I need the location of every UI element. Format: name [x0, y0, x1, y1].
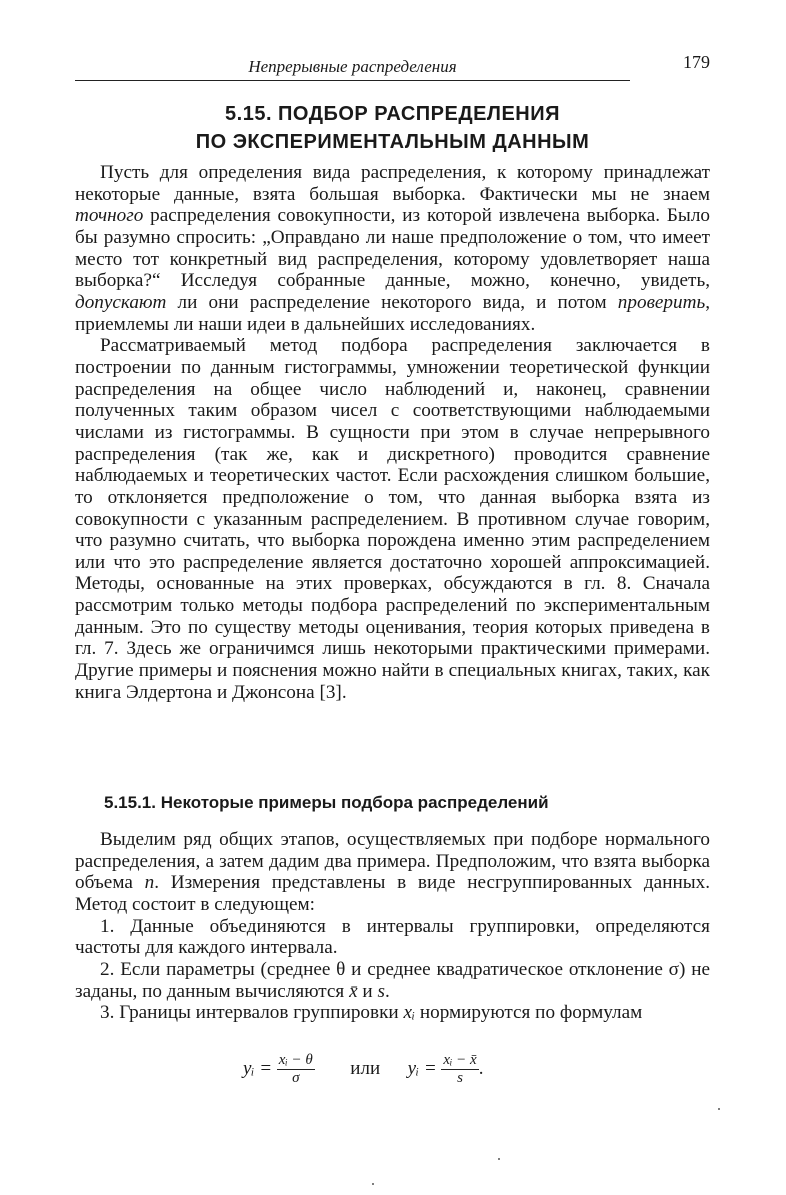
emphasis-dopuskayut: допускают — [75, 291, 167, 313]
paragraph-1-text-c: ли они распределение некоторого вида, и потом — [166, 291, 618, 313]
paragraph-2: Рассматриваемый метод подбора распределения заключается в построении по данным гистограммы, умножении теоретической функции распределения на общее число наблюдений и, наконец, сравнении полученных таким образом чисел с соответствующими наблюдаемыми числами из гистограммы. В сущности при этом в случае непрерывного распределения (так же, как и дискретного) проводится сравнение наблюдаемых и теоретических частот. Если расхождения слишком большие, то отклоняется предположение о том, что данная выборка взята из совокупности с указанным распределением. В противном случае говорим, что разумно считать, что выборка порождена именно этим распределением или что это распределение является достаточно хорошей аппроксимацией. Методы, основанные на этих проверках, обсуждаются в гл. 8. Сначала рассмотрим только методы подбора распределений по экспериментальным данным. Это по существу методы оценивания, теория которых приведена в гл. 7. Здесь же ограничимся лишь некоторыми практическими примерами. Другие примеры и пояснения можно найти в специальных книгах, таких, как книга Элдертона и Джонсона [3]. — [75, 335, 710, 703]
list-item-3-text-a: 3. Границы интервалов группировки — [100, 1002, 404, 1024]
paragraph-1-text-b: распределения совокупности, из которой извлечена выборка. Было бы разумно спросить: „Оправдано ли наше предположение о том, что имеет место тот конкретный вид распределения, которому удовлетворяет наша выборка?“ Исследуя собранные данные, можно, конечно, увидеть, — [75, 205, 710, 292]
speck — [718, 1108, 720, 1110]
formula-lhs-1: yᵢ = — [243, 1057, 273, 1079]
fraction-2 — [441, 1052, 478, 1087]
formula-end: . — [478, 1057, 484, 1079]
paragraph-1-text-a: Пусть для определения вида распределения, к которому принадлежат некоторые данные, взята большая выборка. Фактически мы не знаем — [75, 162, 710, 205]
list-item-2-text-a: 2. Если параметры (среднее θ и среднее квадратическое отклонение σ) не заданы, по данным вычисляются — [75, 958, 710, 1002]
formula-or: или — [350, 1057, 381, 1079]
section-title-line-1: 5.15. ПОДБОР РАСПРЕДЕЛЕНИЯ — [225, 103, 560, 125]
list-item-2-text-b: и — [357, 980, 378, 1002]
paragraph-1 — [75, 162, 710, 335]
variable-s: s — [377, 980, 385, 1002]
running-title: Непрерывные распределения — [248, 57, 457, 76]
list-item-2 — [75, 959, 710, 1002]
paragraph-3 — [75, 829, 710, 916]
page-number: 179 — [683, 52, 710, 72]
section-title — [75, 100, 710, 156]
variable-xbar: x̄ — [349, 980, 358, 1002]
subsection-title: 5.15.1. Некоторые примеры подбора распределений — [104, 793, 549, 812]
fraction-2-numerator: xᵢ − x̄ — [443, 1052, 477, 1068]
fraction-1 — [277, 1052, 315, 1087]
running-head — [75, 52, 710, 82]
variable-n: n — [144, 872, 155, 894]
header-rule — [75, 80, 630, 81]
formula-lhs-2: yᵢ = — [407, 1057, 437, 1079]
list-item-3 — [75, 1002, 710, 1024]
list-item-3-text-b: нормируются по формулам — [415, 1002, 643, 1024]
paragraph-3-text-b: . Измерения представлены в виде несгруппированных данных. Метод состоит в следующем: — [75, 872, 711, 915]
fraction-1-numerator: xᵢ − θ — [278, 1052, 313, 1068]
subsection-body — [75, 829, 710, 1024]
emphasis-proverit: проверить — [617, 291, 706, 313]
list-item-2-text-c: . — [384, 980, 390, 1002]
fraction-2-denominator: s — [457, 1070, 463, 1086]
emphasis-tochnogo: точного — [75, 205, 144, 227]
fraction-1-denominator: σ — [292, 1070, 300, 1086]
list-item-1: 1. Данные объединяются в интервалы группировки, определяются частоты для каждого интервала. — [75, 915, 710, 959]
variable-xi: xᵢ — [403, 1002, 416, 1024]
speck — [372, 1183, 374, 1185]
speck — [498, 1158, 500, 1160]
paragraph-1-text-d: , приемлемы ли наши идеи в дальнейших исследованиях. — [75, 291, 710, 335]
normalization-formula — [243, 1052, 643, 1102]
section-body — [75, 162, 710, 703]
paragraph-3-text-a: Выделим ряд общих этапов, осуществляемых при подборе нормального распределения, а затем дадим два примера. Предположим, что взята выборка объема — [75, 829, 710, 894]
section-title-line-2: ПО ЭКСПЕРИМЕНТАЛЬНЫМ ДАННЫМ — [195, 131, 590, 153]
